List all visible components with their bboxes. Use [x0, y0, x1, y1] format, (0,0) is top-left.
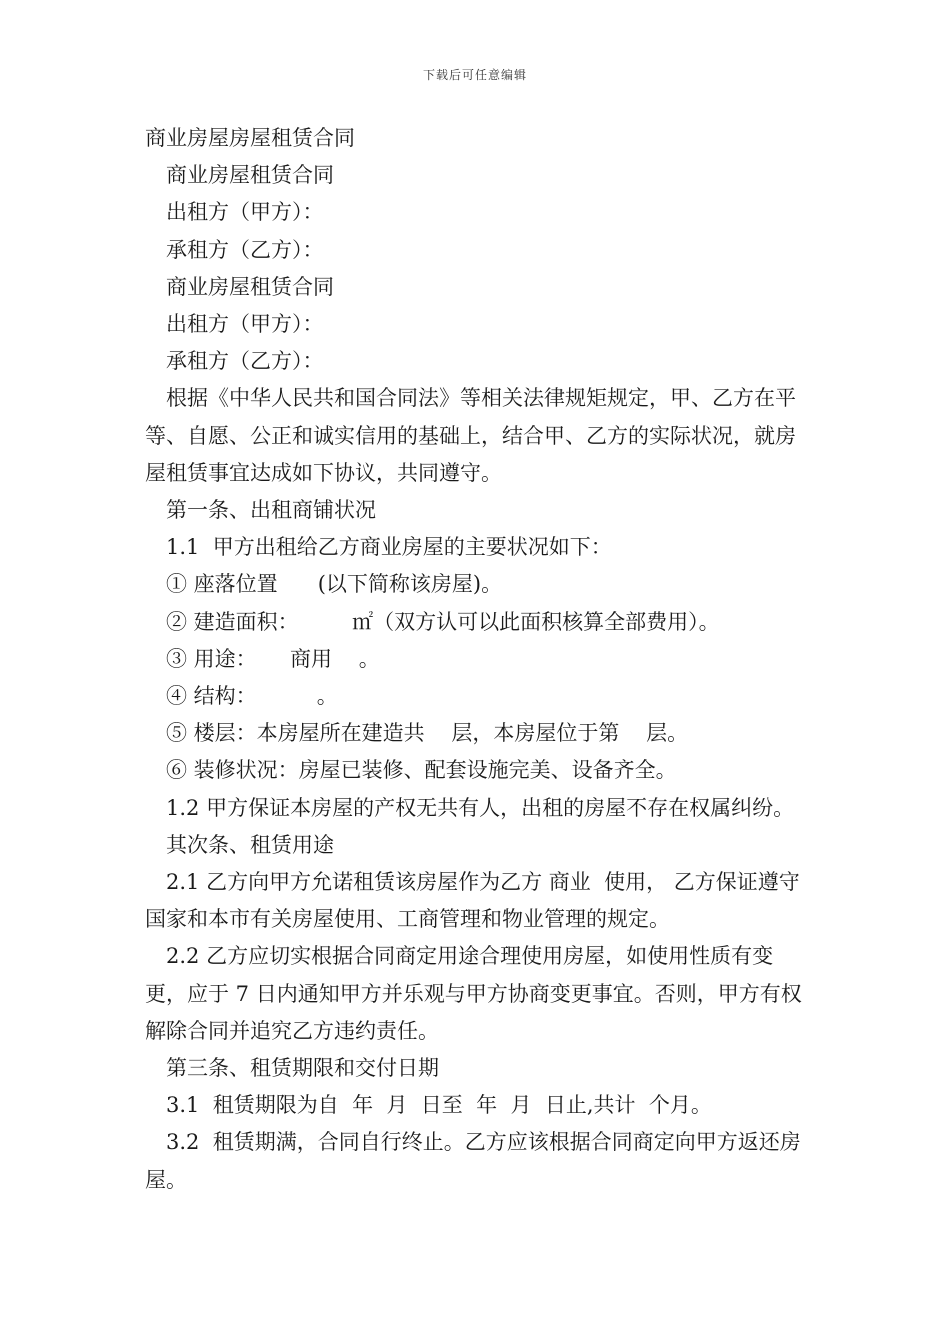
- paragraph-contract-heading: 商业房屋租赁合同: [166, 163, 334, 188]
- clause-1-1-decoration: ⑥ 装修状况：房屋已装修、配套设施完美、设备齐全。: [166, 758, 677, 783]
- paragraph-preamble: 根据《中华人民共和国合同法》等相关法律规矩规定，甲、乙方在平等、自愿、公正和诚实信用的基础上，结合甲、乙方的实际状况，就房屋租赁事宜达成如下协议，共同遵守。: [145, 386, 796, 485]
- article-2-heading: 其次条、租赁用途: [166, 832, 334, 857]
- paragraph-lessee: 承租方（乙方）：: [166, 237, 324, 262]
- clause-1-2: 1.2 甲方保证本房屋的产权无共有人，出租的房屋不存在权属纠纷。: [166, 795, 795, 820]
- document-body: [145, 120, 815, 1199]
- clause-1-1-floor: ⑤ 楼层：本房屋所在建造共 层，本房屋位于第 层。: [166, 721, 689, 746]
- document-title: 商业房屋房屋租赁合同: [145, 126, 355, 150]
- clause-3-1: 3.1 租赁期限为自 年 月 日至 年 月 日止,共计 个月。: [166, 1093, 712, 1118]
- clause-1-1-structure: ④ 结构： 。: [166, 684, 338, 709]
- article-3-heading: 第三条、租赁期限和交付日期: [166, 1056, 439, 1081]
- paragraph-contract-heading-repeat: 商业房屋租赁合同: [166, 274, 334, 299]
- paragraph-lessor: 出租方（甲方）：: [166, 200, 324, 225]
- clause-2-2: 2.2 乙方应切实根据合同商定用途合理使用房屋，如使用性质有变更，应于 7 日内通知甲方并乐观与甲方协商变更事宜。否则，甲方有权解除合同并追究乙方违约责任。: [145, 944, 802, 1043]
- clause-1-1-location: ① 座落位置 (以下简称该房屋)。: [166, 572, 503, 597]
- clause-1-1-area: ② 建造面积： ㎡（双方认可以此面积核算全部费用）。: [166, 609, 720, 634]
- paragraph-lessee-repeat: 承租方（乙方）：: [166, 349, 324, 374]
- clause-2-1: 2.1 乙方向甲方允诺租赁该房屋作为乙方 商业 使用， 乙方保证遵守国家和本市有关房屋使用、工商管理和物业管理的规定。: [145, 870, 800, 932]
- paragraph-lessor-repeat: 出租方（甲方）：: [166, 312, 324, 337]
- article-1-heading: 第一条、出租商铺状况: [166, 498, 376, 523]
- page-header-note: 下载后可任意编辑: [422, 68, 527, 82]
- clause-1-1-usage: ③ 用途： 商用 。: [166, 646, 380, 671]
- clause-1-1: 1.1 甲方出租给乙方商业房屋的主要状况如下：: [166, 535, 612, 560]
- clause-3-2: 3.2 租赁期满，合同自行终止。乙方应该根据合同商定向甲方返还房屋。: [145, 1130, 801, 1192]
